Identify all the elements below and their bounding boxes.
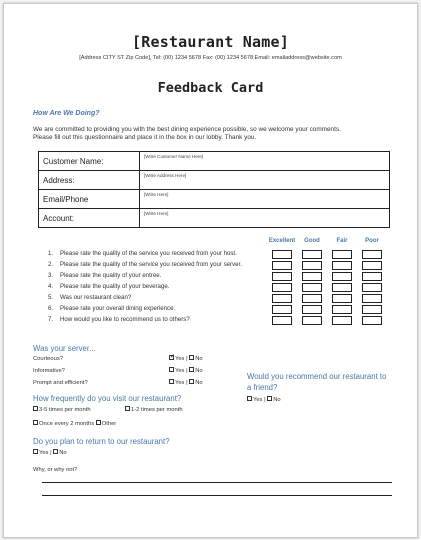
checkbox-no-return[interactable]	[53, 449, 58, 454]
frequency-option-1: 3-5 times per month	[33, 407, 91, 413]
checkbox-yes-prompt[interactable]	[169, 379, 174, 384]
checkbox-yes-informative[interactable]	[169, 367, 174, 372]
rating-box-q3-fair[interactable]	[332, 272, 352, 281]
restaurant-name: [Restaurant Name]	[132, 33, 289, 51]
checkbox-yes-courteous[interactable]	[169, 355, 174, 360]
rating-box-q1-excellent[interactable]	[272, 250, 292, 259]
rating-box-q6-poor[interactable]	[362, 305, 382, 314]
checkbox-no-prompt[interactable]	[189, 379, 194, 384]
feedback-card-page	[3, 3, 418, 538]
rating-box-q4-excellent[interactable]	[272, 283, 292, 292]
info-label: Account:	[39, 209, 140, 228]
rating-header-excellent: Excellent	[268, 238, 296, 244]
rating-box-q7-excellent[interactable]	[272, 316, 292, 325]
rating-box-q6-good[interactable]	[302, 305, 322, 314]
server-answer-informative: Yes | No	[169, 368, 203, 374]
rating-question-1: 1. Please rate the quality of the service you received from your host.	[48, 250, 237, 257]
info-label: Address:	[39, 171, 140, 190]
checkbox-no-courteous[interactable]	[189, 355, 194, 360]
frequency-option-2: 1-2 times per month	[125, 407, 183, 413]
table-row	[39, 152, 390, 171]
rating-box-q5-fair[interactable]	[332, 294, 352, 303]
rating-box-q1-good[interactable]	[302, 250, 322, 259]
server-question-informative: Informative?	[33, 368, 65, 374]
card-title: Feedback Card	[157, 80, 264, 96]
intro-heading: How Are We Doing?	[33, 110, 100, 117]
rating-box-q5-poor[interactable]	[362, 294, 382, 303]
rating-box-q7-fair[interactable]	[332, 316, 352, 325]
rating-box-q1-poor[interactable]	[362, 250, 382, 259]
checkbox-freq-2-months[interactable]	[33, 420, 38, 425]
rating-header-good: Good	[304, 238, 320, 244]
rating-question-7: 7. How would you like to recommend us to others?	[48, 316, 190, 323]
server-answer-prompt: Yes | No	[169, 380, 203, 386]
checkbox-no-recommend[interactable]	[267, 396, 272, 401]
rating-question-5: 5. Was our restaurant clean?	[48, 294, 132, 301]
email-phone-field[interactable]: [Write Here]	[140, 190, 390, 209]
server-question-courteous: Courteous?	[33, 356, 63, 362]
server-question-prompt: Prompt and efficient?	[33, 380, 88, 386]
rating-header-fair: Fair	[336, 238, 348, 244]
rating-box-q2-fair[interactable]	[332, 261, 352, 270]
return-answer: Yes | No	[33, 450, 67, 456]
address-line: [Address CITY ST Zip Code], Tel: (00) 1234 5678 Fax: (00) 1234 5678 Email: emailaddress@website.com	[79, 55, 342, 61]
rating-box-q6-fair[interactable]	[332, 305, 352, 314]
intro-line-1: We are committed to providing you with the best dining experience possible, so we welcome your comments.	[33, 126, 341, 133]
rating-box-q5-good[interactable]	[302, 294, 322, 303]
checkbox-yes-return[interactable]	[33, 449, 38, 454]
why-answer-line-1[interactable]	[42, 482, 392, 483]
return-heading: Do you plan to return to our restaurant?	[33, 437, 170, 446]
info-label: Email/Phone	[39, 190, 140, 209]
server-answer-courteous: ✓ Yes | No	[169, 356, 203, 362]
account-field[interactable]: [Write Here]	[140, 209, 390, 228]
why-answer-line-2[interactable]	[42, 495, 392, 496]
customer-name-field[interactable]: [Write Customer Name Here]	[140, 152, 390, 171]
customer-info-table	[38, 151, 390, 228]
checkbox-freq-other[interactable]	[96, 420, 101, 425]
server-heading: Was your server...	[33, 344, 96, 353]
rating-header-poor: Poor	[365, 238, 379, 244]
intro-line-2: Please fill out this questionnaire and place it in the box in our lobby. Thank you.	[33, 134, 257, 142]
rating-box-q4-poor[interactable]	[362, 283, 382, 292]
table-row	[39, 171, 390, 190]
table-row	[39, 209, 390, 228]
rating-box-q3-excellent[interactable]	[272, 272, 292, 281]
recommend-answer: Yes | No	[247, 397, 281, 403]
rating-box-q6-excellent[interactable]	[272, 305, 292, 314]
frequency-option-3: Once every 2 months Other	[33, 421, 116, 427]
rating-box-q3-poor[interactable]	[362, 272, 382, 281]
checkbox-no-informative[interactable]	[189, 367, 194, 372]
rating-box-q4-fair[interactable]	[332, 283, 352, 292]
checkbox-freq-3-5[interactable]	[33, 406, 38, 411]
rating-box-q4-good[interactable]	[302, 283, 322, 292]
intro-text	[33, 126, 393, 142]
rating-question-3: 3. Please rate the quality of your entree.	[48, 272, 162, 279]
rating-box-q2-good[interactable]	[302, 261, 322, 270]
rating-box-q2-excellent[interactable]	[272, 261, 292, 270]
table-row	[39, 190, 390, 209]
why-label: Why, or why not?	[33, 467, 78, 473]
checkbox-freq-1-2[interactable]	[125, 406, 130, 411]
info-label: Customer Name:	[39, 152, 140, 171]
rating-box-q5-excellent[interactable]	[272, 294, 292, 303]
rating-box-q3-good[interactable]	[302, 272, 322, 281]
address-field[interactable]: [Write Address Here]	[140, 171, 390, 190]
recommend-heading: Would you recommend our restaurant to a friend?	[247, 372, 387, 392]
rating-question-2: 2. Please rate the quality of the service you received from your server.	[48, 261, 242, 268]
rating-box-q7-good[interactable]	[302, 316, 322, 325]
rating-box-q7-poor[interactable]	[362, 316, 382, 325]
rating-box-q1-fair[interactable]	[332, 250, 352, 259]
checkbox-yes-recommend[interactable]	[247, 396, 252, 401]
rating-box-q2-poor[interactable]	[362, 261, 382, 270]
rating-question-4: 4. Please rate the quality of your beverage.	[48, 283, 170, 290]
frequency-heading: How frequently do you visit our restaurant?	[33, 394, 182, 403]
rating-question-6: 6. Please rate your overall dining experience.	[48, 305, 176, 312]
